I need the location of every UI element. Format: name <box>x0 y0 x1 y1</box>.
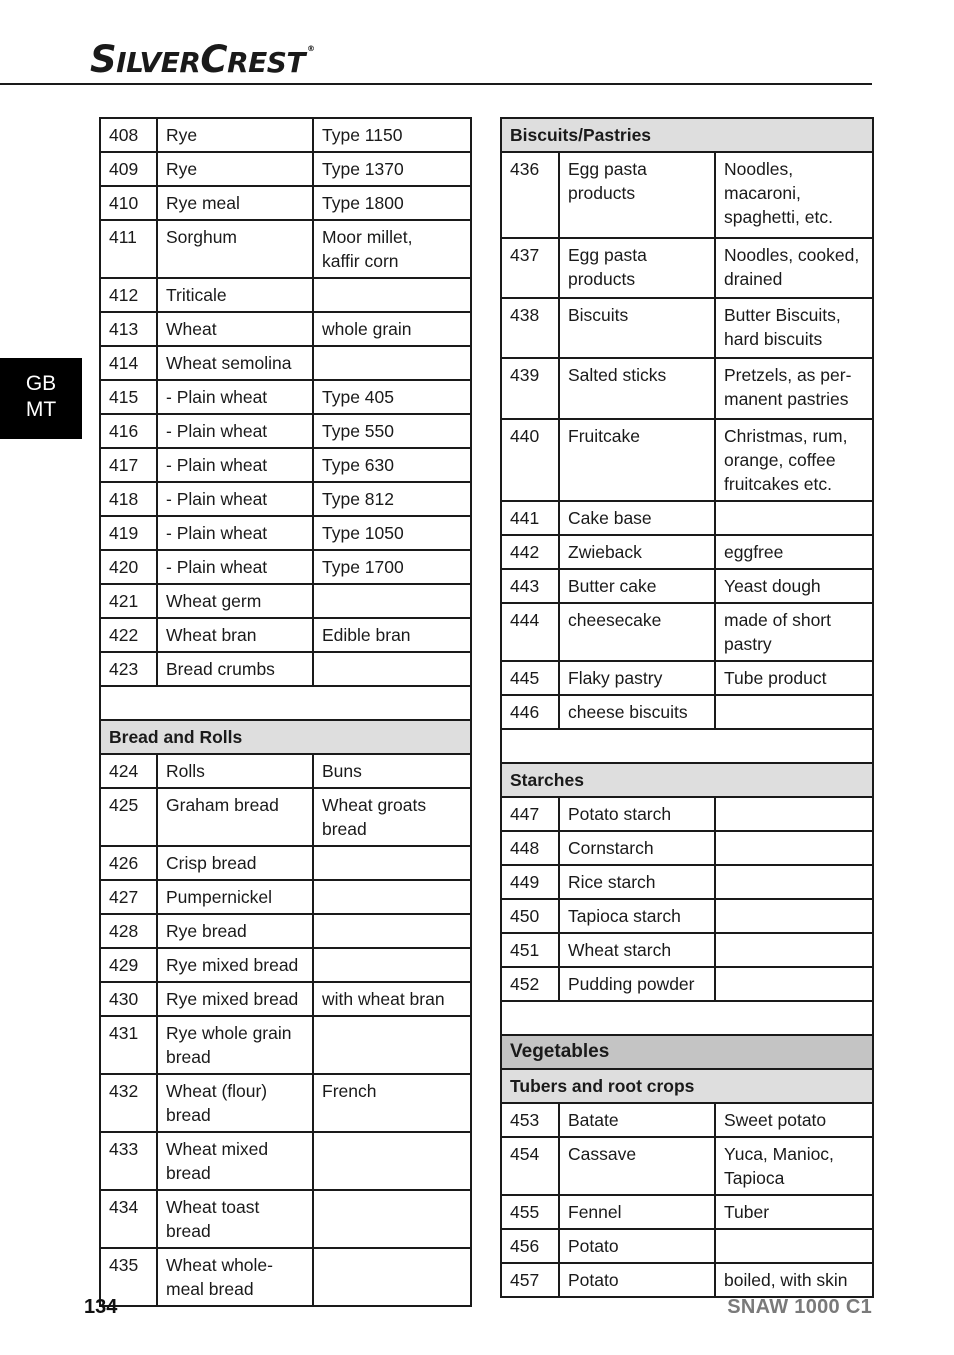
item-number: 450 <box>501 899 559 933</box>
item-number: 418 <box>100 482 157 516</box>
blank-cell <box>100 686 471 720</box>
section-header-row <box>501 118 873 152</box>
item-number: 422 <box>100 618 157 652</box>
item-name: cheese biscuits <box>559 695 715 729</box>
table-row <box>501 1103 873 1137</box>
item-number: 437 <box>501 238 559 298</box>
item-description <box>313 1132 471 1190</box>
item-number: 457 <box>501 1263 559 1297</box>
table-row <box>100 118 471 152</box>
section-header: Tubers and root crops <box>501 1069 873 1103</box>
page-number: 134 <box>84 1296 118 1318</box>
item-description: Type 1150 <box>313 118 471 152</box>
table-row <box>100 880 471 914</box>
item-name: - Plain wheat <box>157 448 313 482</box>
item-number: 440 <box>501 419 559 501</box>
item-name: Rye meal <box>157 186 313 220</box>
item-description: Type 550 <box>313 414 471 448</box>
item-name: Wheat mixed bread <box>157 1132 313 1190</box>
item-number: 453 <box>501 1103 559 1137</box>
table-row <box>100 152 471 186</box>
item-description: Yuca, Manioc, Tapioca <box>715 1137 873 1195</box>
left-table-body <box>100 118 471 1306</box>
table-row <box>100 618 471 652</box>
item-name: Egg pasta products <box>559 238 715 298</box>
item-description: Type 405 <box>313 380 471 414</box>
item-description: Tube product <box>715 661 873 695</box>
item-name: Potato <box>559 1263 715 1297</box>
item-name: - Plain wheat <box>157 550 313 584</box>
item-name: Salted sticks <box>559 358 715 419</box>
food-table-right <box>500 117 874 1298</box>
item-number: 444 <box>501 603 559 661</box>
item-description <box>313 880 471 914</box>
section-header-row <box>501 1069 873 1103</box>
table-row <box>501 831 873 865</box>
item-description <box>313 948 471 982</box>
model-number: SNAW 1000 C1 <box>727 1296 872 1318</box>
item-name: Sorghum <box>157 220 313 278</box>
item-name: Rye bread <box>157 914 313 948</box>
item-description <box>715 967 873 1001</box>
item-name: Wheat (flour) bread <box>157 1074 313 1132</box>
language-code-gb: GB <box>25 372 57 395</box>
item-description: Moor millet, kaffir corn <box>313 220 471 278</box>
table-row <box>100 380 471 414</box>
item-number: 431 <box>100 1016 157 1074</box>
item-name: Wheat <box>157 312 313 346</box>
item-number: 409 <box>100 152 157 186</box>
table-row <box>100 914 471 948</box>
item-number: 417 <box>100 448 157 482</box>
item-description <box>715 797 873 831</box>
table-row <box>501 358 873 419</box>
item-description: Wheat groats bread <box>313 788 471 846</box>
table-row <box>100 482 471 516</box>
table-row <box>100 754 471 788</box>
table-row <box>100 278 471 312</box>
item-description <box>313 914 471 948</box>
item-description: Sweet potato <box>715 1103 873 1137</box>
blank-row <box>501 729 873 763</box>
item-description: with wheat bran <box>313 982 471 1016</box>
item-number: 448 <box>501 831 559 865</box>
table-row <box>501 569 873 603</box>
item-description: made of short pastry <box>715 603 873 661</box>
table-row <box>100 414 471 448</box>
item-number: 443 <box>501 569 559 603</box>
item-description: Tuber <box>715 1195 873 1229</box>
item-name: Tapioca starch <box>559 899 715 933</box>
item-number: 435 <box>100 1248 157 1306</box>
table-row <box>501 603 873 661</box>
table-row <box>100 220 471 278</box>
item-number: 408 <box>100 118 157 152</box>
item-number: 414 <box>100 346 157 380</box>
item-number: 430 <box>100 982 157 1016</box>
table-row <box>100 448 471 482</box>
item-number: 451 <box>501 933 559 967</box>
item-name: Fennel <box>559 1195 715 1229</box>
item-name: Batate <box>559 1103 715 1137</box>
item-number: 416 <box>100 414 157 448</box>
item-name: Biscuits <box>559 298 715 358</box>
item-description: Buns <box>313 754 471 788</box>
table-row <box>501 1195 873 1229</box>
item-number: 442 <box>501 535 559 569</box>
item-description <box>715 933 873 967</box>
item-description <box>313 278 471 312</box>
item-name: Graham bread <box>157 788 313 846</box>
item-number: 432 <box>100 1074 157 1132</box>
item-description <box>715 899 873 933</box>
item-description <box>715 501 873 535</box>
table-row <box>501 899 873 933</box>
table-row <box>501 661 873 695</box>
item-description <box>313 1248 471 1306</box>
section-header: Bread and Rolls <box>100 720 471 754</box>
table-row <box>501 419 873 501</box>
item-number: 423 <box>100 652 157 686</box>
table-row <box>100 1132 471 1190</box>
item-number: 449 <box>501 865 559 899</box>
item-name: Butter cake <box>559 569 715 603</box>
table-row <box>501 1229 873 1263</box>
item-number: 456 <box>501 1229 559 1263</box>
item-name: Cornstarch <box>559 831 715 865</box>
item-name: Wheat starch <box>559 933 715 967</box>
table-row <box>100 312 471 346</box>
table-row <box>501 1137 873 1195</box>
item-name: Rye whole grain bread <box>157 1016 313 1074</box>
item-number: 433 <box>100 1132 157 1190</box>
item-name: Pumpernickel <box>157 880 313 914</box>
table-row <box>501 865 873 899</box>
item-name: Rye mixed bread <box>157 948 313 982</box>
table-row <box>100 948 471 982</box>
item-number: 447 <box>501 797 559 831</box>
item-description: Type 1700 <box>313 550 471 584</box>
item-name: - Plain wheat <box>157 482 313 516</box>
item-description: French <box>313 1074 471 1132</box>
table-row <box>100 1190 471 1248</box>
item-number: 428 <box>100 914 157 948</box>
item-description: Type 1800 <box>313 186 471 220</box>
item-number: 455 <box>501 1195 559 1229</box>
table-row <box>100 982 471 1016</box>
item-description: Yeast dough <box>715 569 873 603</box>
item-number: 411 <box>100 220 157 278</box>
item-name: Cake base <box>559 501 715 535</box>
table-row <box>100 346 471 380</box>
item-description: Noodles, macaroni, spaghetti, etc. <box>715 152 873 238</box>
item-number: 445 <box>501 661 559 695</box>
table-row <box>501 1263 873 1297</box>
item-description: Butter Biscuits, hard biscuits <box>715 298 873 358</box>
item-name: Rice starch <box>559 865 715 899</box>
section-header-row <box>100 720 471 754</box>
header-rule <box>0 83 872 85</box>
table-row <box>100 550 471 584</box>
item-description <box>313 584 471 618</box>
item-name: Wheat whole- meal bread <box>157 1248 313 1306</box>
item-name: Wheat germ <box>157 584 313 618</box>
item-description <box>313 846 471 880</box>
item-name: Wheat toast bread <box>157 1190 313 1248</box>
item-name: Wheat bran <box>157 618 313 652</box>
table-row <box>100 652 471 686</box>
item-description: Edible bran <box>313 618 471 652</box>
item-description <box>715 831 873 865</box>
item-description <box>715 1229 873 1263</box>
item-name: Cassave <box>559 1137 715 1195</box>
item-name: - Plain wheat <box>157 414 313 448</box>
item-name: Potato starch <box>559 797 715 831</box>
table-row <box>100 846 471 880</box>
item-name: Fruitcake <box>559 419 715 501</box>
item-number: 425 <box>100 788 157 846</box>
table-row <box>100 1074 471 1132</box>
item-description: boiled, with skin <box>715 1263 873 1297</box>
item-description <box>715 865 873 899</box>
table-row <box>100 788 471 846</box>
blank-row <box>501 1001 873 1035</box>
item-name: Bread crumbs <box>157 652 313 686</box>
section-header: Starches <box>501 763 873 797</box>
blank-row <box>100 686 471 720</box>
item-number: 410 <box>100 186 157 220</box>
table-row <box>100 1016 471 1074</box>
blank-cell <box>501 1001 873 1035</box>
section-header-row <box>501 1035 873 1069</box>
item-description <box>313 1016 471 1074</box>
item-description: Type 1050 <box>313 516 471 550</box>
item-number: 438 <box>501 298 559 358</box>
item-number: 415 <box>100 380 157 414</box>
item-name: Potato <box>559 1229 715 1263</box>
table-row <box>100 186 471 220</box>
item-number: 420 <box>100 550 157 584</box>
item-name: Rye <box>157 118 313 152</box>
table-row <box>501 152 873 238</box>
table-row <box>501 535 873 569</box>
item-description: whole grain <box>313 312 471 346</box>
item-name: - Plain wheat <box>157 380 313 414</box>
item-number: 426 <box>100 846 157 880</box>
item-name: Egg pasta products <box>559 152 715 238</box>
item-name: Pudding powder <box>559 967 715 1001</box>
table-row <box>100 516 471 550</box>
item-description <box>313 1190 471 1248</box>
item-number: 412 <box>100 278 157 312</box>
item-description: Type 812 <box>313 482 471 516</box>
table-row <box>501 695 873 729</box>
blank-cell <box>501 729 873 763</box>
table-row <box>501 967 873 1001</box>
item-name: Zwieback <box>559 535 715 569</box>
right-table-body <box>501 118 873 1297</box>
section-header: Vegetables <box>501 1035 873 1069</box>
item-name: Rye <box>157 152 313 186</box>
item-name: Triticale <box>157 278 313 312</box>
item-number: 441 <box>501 501 559 535</box>
item-number: 436 <box>501 152 559 238</box>
item-name: Crisp bread <box>157 846 313 880</box>
item-number: 427 <box>100 880 157 914</box>
table-row <box>501 501 873 535</box>
table-row <box>501 933 873 967</box>
item-number: 429 <box>100 948 157 982</box>
table-row <box>100 1248 471 1306</box>
food-table-left <box>99 117 472 1307</box>
item-name: Flaky pastry <box>559 661 715 695</box>
item-number: 452 <box>501 967 559 1001</box>
item-description <box>313 652 471 686</box>
table-row <box>501 238 873 298</box>
item-name: Wheat semolina <box>157 346 313 380</box>
item-description <box>715 695 873 729</box>
item-number: 424 <box>100 754 157 788</box>
item-number: 419 <box>100 516 157 550</box>
item-number: 439 <box>501 358 559 419</box>
item-number: 434 <box>100 1190 157 1248</box>
item-description: eggfree <box>715 535 873 569</box>
item-name: cheesecake <box>559 603 715 661</box>
item-number: 421 <box>100 584 157 618</box>
table-row <box>100 584 471 618</box>
section-header: Biscuits/Pastries <box>501 118 873 152</box>
table-row <box>501 797 873 831</box>
language-tab <box>0 358 82 439</box>
item-number: 413 <box>100 312 157 346</box>
item-description: Christmas, rum, orange, coffee fruitcakes etc. <box>715 419 873 501</box>
item-name: Rye mixed bread <box>157 982 313 1016</box>
item-number: 454 <box>501 1137 559 1195</box>
item-description: Type 630 <box>313 448 471 482</box>
item-description: Noodles, cooked, drained <box>715 238 873 298</box>
table-row <box>501 298 873 358</box>
brand-logo: SILVERCREST ® <box>90 38 315 81</box>
language-code-mt: MT <box>25 398 57 421</box>
item-name: - Plain wheat <box>157 516 313 550</box>
item-description: Pretzels, as per- manent pastries <box>715 358 873 419</box>
item-name: Rolls <box>157 754 313 788</box>
item-number: 446 <box>501 695 559 729</box>
item-description: Type 1370 <box>313 152 471 186</box>
item-description <box>313 346 471 380</box>
section-header-row <box>501 763 873 797</box>
